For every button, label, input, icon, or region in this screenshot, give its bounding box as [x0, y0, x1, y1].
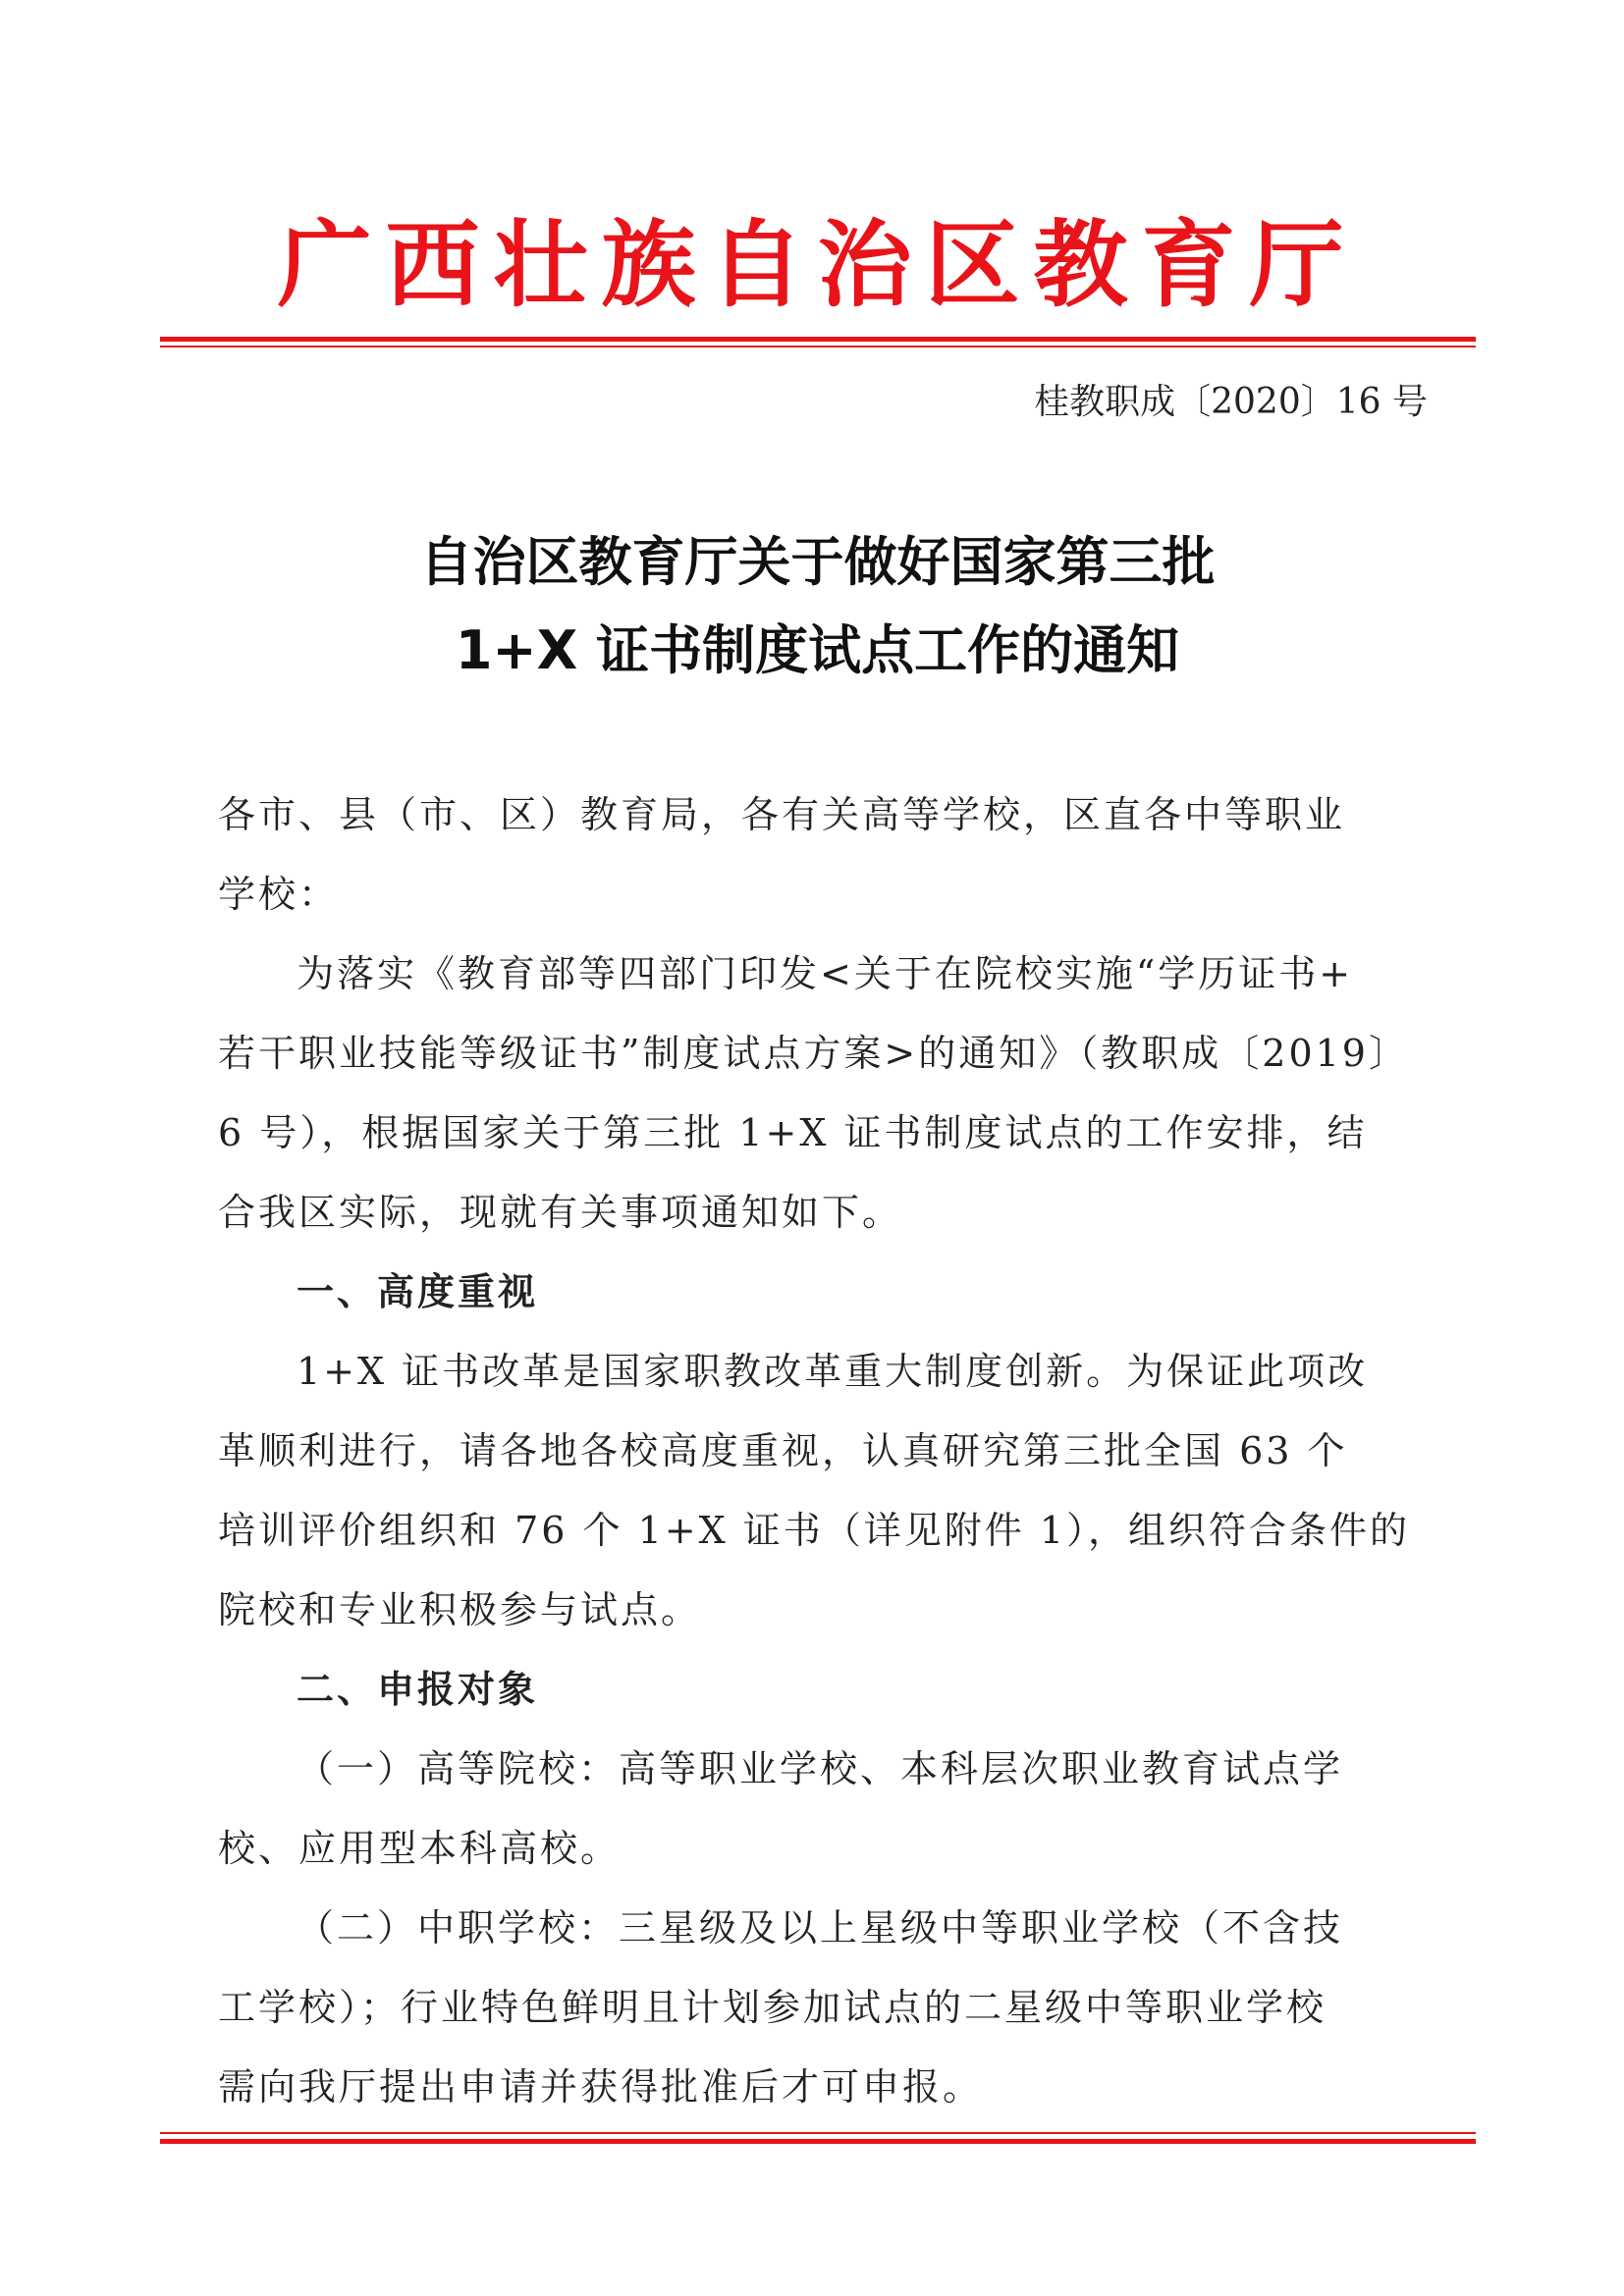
intro-line: 6 号），根据国家关于第三批 1+X 证书制度试点的工作安排，结 — [218, 1111, 1368, 1154]
section2-item1-line: 校、应用型本科高校。 — [218, 1827, 622, 1870]
masthead-title: 广西壮族自治区教育厅 — [277, 209, 1358, 320]
section2-item2-line: 需向我厅提出申请并获得批准后才可申报。 — [218, 2065, 984, 2109]
intro-line: 为落实《教育部等四部门印发<关于在院校实施“学历证书+ — [297, 952, 1354, 995]
section2-item1-line: （一）高等院校：高等职业学校、本科层次职业教育试点学 — [297, 1747, 1344, 1790]
section-heading: 二、申报对象 — [297, 1668, 539, 1711]
section1-line: 院校和专业积极参与试点。 — [218, 1588, 702, 1631]
footer-rule-thin — [160, 2132, 1476, 2134]
section1-line: 1+X 证书改革是国家职教改革重大制度创新。为保证此项改 — [297, 1350, 1369, 1393]
document-number: 桂教职成〔2020〕16 号 — [1034, 382, 1428, 422]
section2-item2-line: （二）中职学校：三星级及以上星级中等职业学校（不含技 — [297, 1906, 1344, 1949]
masthead-rule-thick — [160, 337, 1476, 342]
notice-body — [218, 775, 1424, 2127]
footer-rule-thick — [160, 2139, 1476, 2144]
section-heading: 一、高度重视 — [297, 1270, 539, 1313]
notice-title-line-1: 自治区教育厅关于做好国家第三批 — [419, 531, 1216, 593]
section1-line: 培训评价组织和 76 个 1+X 证书（详见附件 1），组织符合条件的 — [218, 1509, 1410, 1552]
masthead-rule-thin — [160, 346, 1476, 347]
notice-title-line-2: 1+X 证书制度试点工作的通知 — [455, 619, 1180, 681]
intro-line: 若干职业技能等级证书”制度试点方案>的通知》（教职成〔2019〕 — [218, 1032, 1409, 1075]
addressee-line: 学校： — [218, 873, 340, 916]
addressee-line: 各市、县（市、区）教育局，各有关高等学校，区直各中等职业 — [218, 793, 1346, 836]
section2-item2-line: 工学校）；行业特色鲜明且计划参加试点的二星级中等职业学校 — [218, 1986, 1327, 2029]
section1-line: 革顺利进行，请各地各校高度重视，认真研究第三批全国 63 个 — [218, 1429, 1348, 1472]
intro-line: 合我区实际，现就有关事项通知如下。 — [218, 1191, 903, 1234]
